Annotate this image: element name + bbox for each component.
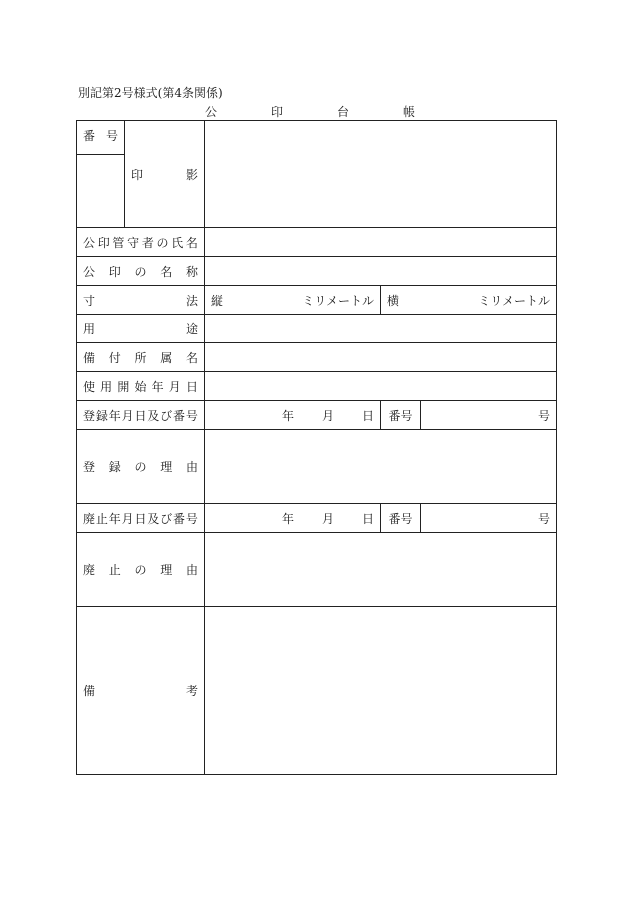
number-label-char: 号 (105, 129, 118, 143)
number-label-cell (77, 121, 125, 155)
form-caption: 別記第2号様式(第4条関係) (78, 86, 223, 100)
number-field[interactable] (77, 155, 125, 228)
seal-name-label-text: 公 印 の 名 称 (83, 264, 198, 279)
custodian-field[interactable] (205, 228, 557, 257)
seal-name-label (77, 257, 205, 286)
form-title (205, 103, 415, 120)
height-unit: ミリメートル (302, 293, 374, 308)
year-unit: 年 (281, 408, 294, 423)
remarks-label (77, 607, 205, 775)
seal-name-field[interactable] (205, 257, 557, 286)
registration-reason-field[interactable] (205, 430, 557, 504)
day-unit: 日 (361, 408, 374, 423)
remarks-label-text: 備 考 (83, 684, 198, 698)
title-char: 台 (336, 105, 349, 119)
width-unit: ミリメートル (478, 293, 551, 308)
start-date-label (77, 372, 205, 401)
title-char: 公 (205, 105, 218, 119)
registration-number-label: 番号 (381, 401, 421, 430)
month-unit: 月 (321, 408, 334, 423)
purpose-field[interactable] (205, 315, 557, 343)
department-label-text: 備 付 所 属 名 (83, 350, 198, 365)
registration-number-suffix: 号 (538, 408, 551, 423)
abolition-number-label: 番号 (381, 504, 421, 533)
custodian-label-text: 公 印 管 守 者 の 氏 名 (83, 235, 198, 250)
impression-label-cell (125, 121, 205, 228)
registration-number-field[interactable] (421, 401, 557, 430)
title-char: 帳 (402, 105, 415, 119)
seal-ledger-table (76, 120, 557, 775)
width-label: 横 (387, 293, 400, 308)
abolition-date-label (77, 504, 205, 533)
registration-reason-label (77, 430, 205, 504)
number-label-char: 番 (83, 129, 96, 143)
purpose-label (77, 315, 205, 343)
abolition-reason-field[interactable] (205, 533, 557, 607)
height-label: 縦 (211, 293, 224, 308)
abolition-reason-label-text: 廃 止 の 理 由 (83, 563, 198, 577)
month-unit: 月 (321, 511, 334, 526)
department-label (77, 343, 205, 372)
registration-date-label (77, 401, 205, 430)
impression-field[interactable] (205, 121, 557, 228)
remarks-field[interactable] (205, 607, 557, 775)
day-unit: 日 (361, 511, 374, 526)
registration-reason-label-text: 登 録 の 理 由 (83, 460, 198, 474)
title-char: 印 (270, 105, 283, 119)
abolition-number-suffix: 号 (538, 511, 551, 526)
department-field[interactable] (205, 343, 557, 372)
width-field[interactable] (381, 286, 557, 315)
abolition-reason-label (77, 533, 205, 607)
year-unit: 年 (281, 511, 294, 526)
dimension-label (77, 286, 205, 315)
custodian-label (77, 228, 205, 257)
start-date-field[interactable] (205, 372, 557, 401)
start-date-label-text: 使 用 開 始 年 月 日 (83, 379, 198, 394)
dimension-label-text: 寸 法 (83, 293, 198, 308)
abolition-date-field[interactable] (205, 504, 381, 533)
purpose-label-text: 用 途 (83, 322, 198, 336)
impression-label-char: 印 (131, 167, 144, 182)
abolition-date-label-text: 廃 止 年 月 日 及 び 番 号 (83, 511, 198, 526)
impression-label-char: 影 (185, 167, 198, 182)
height-field[interactable] (205, 286, 381, 315)
abolition-number-field[interactable] (421, 504, 557, 533)
registration-date-label-text: 登 録 年 月 日 及 び 番 号 (83, 408, 198, 423)
registration-date-field[interactable] (205, 401, 381, 430)
